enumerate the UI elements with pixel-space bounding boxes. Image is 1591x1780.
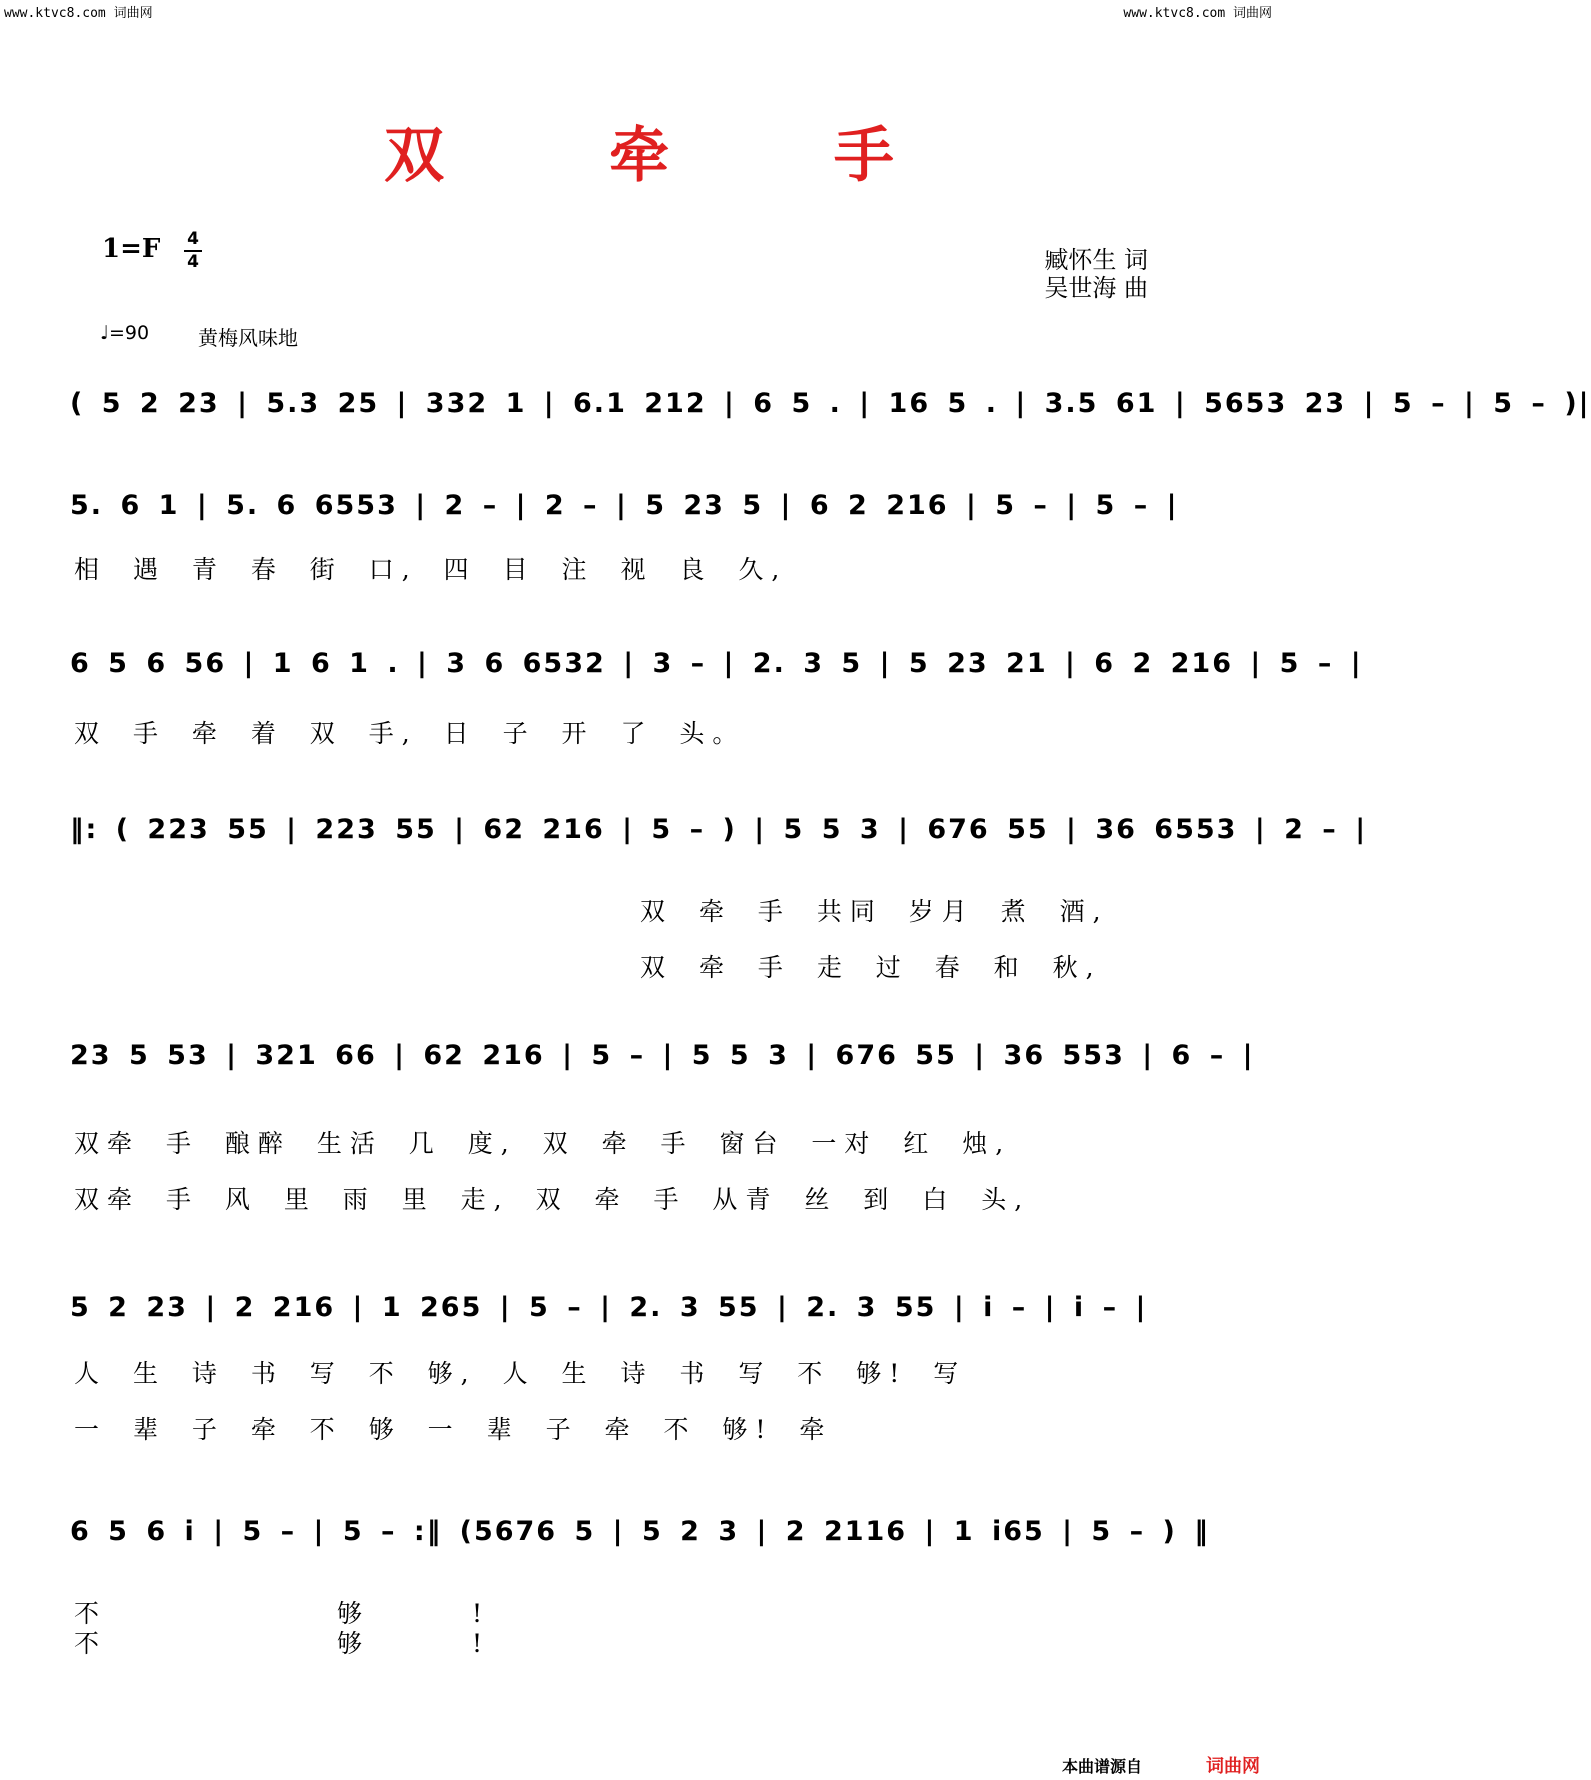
time-signature-top: 4 <box>187 229 199 249</box>
notation-row-3: 6 5 6 56 | 1 6 1 . | 3 6 6532 | 3 – | 2. 3 5 | 5 23 21 | 6 2 216 | 5 – | <box>70 648 1363 679</box>
header-site-left: www.ktvc8.com 词曲网 <box>4 6 153 21</box>
notation-row-4: ‖: ( 223 55 | 223 55 | 62 216 | 5 – ) | 5 5 3 | 676 55 | 36 6553 | 2 – | <box>70 814 1368 845</box>
footer-site-link[interactable]: 词曲网 <box>1206 1756 1260 1777</box>
lyricist-credit: 臧怀生 词 <box>1044 246 1148 274</box>
time-signature-bottom: 4 <box>187 252 199 272</box>
notation-row-6: 5 2 23 | 2 216 | 1 265 | 5 – | 2. 3 55 | 2. 3 55 | i – | i – | <box>70 1292 1148 1323</box>
lyrics-row-3-verse-1: 双 手 牵 着 双 手, 日 子 开 了 头。 <box>74 719 746 748</box>
footer-source-label: 本曲谱源自 <box>1062 1757 1143 1776</box>
song-title: 双 牵 手 <box>384 121 966 191</box>
tempo-marking: ♩=90 <box>100 322 150 344</box>
time-signature <box>182 230 204 272</box>
lyrics-row-6-verse-2: 一 辈 子 牵 不 够 一 辈 子 牵 不 够! 牵 <box>74 1415 833 1444</box>
header-site-right: www.ktvc8.com 词曲网 <box>1123 6 1272 21</box>
notation-row-7: 6 5 6 i | 5 – | 5 – :‖ (5676 5 | 5 2 3 | 2 2116 | 1 i65 | 5 – ) ‖ <box>70 1516 1210 1547</box>
notation-row-5: 23 5 53 | 321 66 | 62 216 | 5 – | 5 5 3 | 676 55 | 36 553 | 6 – | <box>70 1040 1255 1071</box>
lyrics-row-5-verse-1: 双牵 手 酿醉 生活 几 度, 双 牵 手 窗台 一对 红 烛, <box>74 1129 1012 1158</box>
style-marking: 黄梅风味地 <box>198 326 298 350</box>
notation-row-1: ( 5 2 23 | 5.3 25 | 332 1 | 6.1 212 | 6 5 . | 16 5 . | 3.5 61 | 5653 23 | 5 – | 5 – )| <box>70 388 1591 419</box>
composer-credit: 吴世海 曲 <box>1044 274 1148 302</box>
lyrics-row-4-verse-1: 双 牵 手 共同 岁月 煮 酒, <box>640 897 1109 926</box>
lyrics-row-7-verse-2: 不 够! <box>74 1629 592 1658</box>
lyrics-row-2-verse-1: 相 遇 青 春 街 口, 四 目 注 视 良 久, <box>74 555 788 584</box>
lyrics-row-4-verse-2: 双 牵 手 走 过 春 和 秋, <box>640 953 1102 982</box>
lyrics-row-6-verse-1: 人 生 诗 书 写 不 够, 人 生 诗 书 写 不 够! 写 <box>74 1359 967 1388</box>
notation-row-2: 5. 6 1 | 5. 6 6553 | 2 – | 2 – | 5 23 5 | 6 2 216 | 5 – | 5 – | <box>70 490 1179 521</box>
lyrics-row-5-verse-2: 双牵 手 风 里 雨 里 走, 双 牵 手 从青 丝 到 白 头, <box>74 1185 1031 1214</box>
key-signature: 1=F <box>102 234 161 264</box>
lyrics-row-7-verse-1: 不 够! <box>74 1599 592 1628</box>
